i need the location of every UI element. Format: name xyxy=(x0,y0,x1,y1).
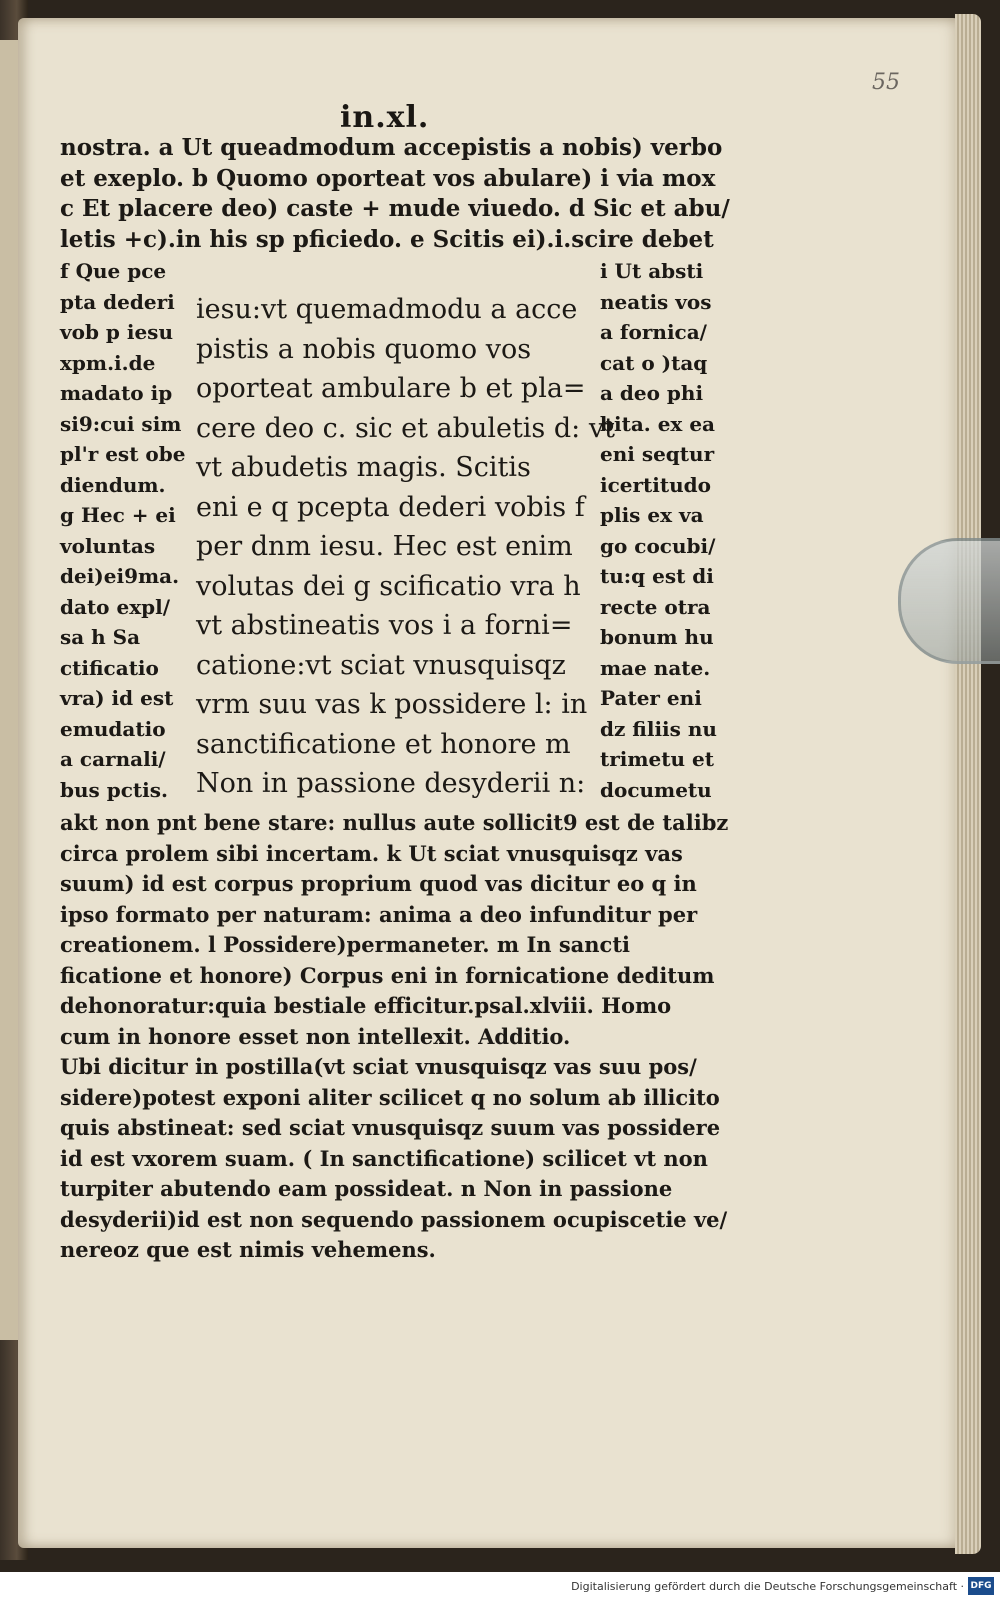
main-text-line: eni e q pcepta dederi vobis f xyxy=(196,491,585,523)
left-gloss-line: vob p iesu xyxy=(60,320,173,344)
right-gloss-line: a deo phi xyxy=(600,381,704,405)
left-gloss-line: voluntas xyxy=(60,533,156,558)
right-gloss-line: Pater eni xyxy=(600,686,702,710)
right-gloss-line: cat o )taq xyxy=(600,350,708,375)
main-text-line: volutas dei g scificatio vra h xyxy=(196,570,581,602)
left-gloss-line: f Que pce xyxy=(60,259,167,283)
right-gloss-line: plis ex va xyxy=(600,503,704,527)
digitization-footer xyxy=(0,1572,1000,1604)
footer-credit: Digitalisierung gefördert durch die Deutsche Forschungsgemeinschaft · xyxy=(571,1580,964,1593)
gloss-bottom-line: akt non pnt bene stare: nullus aute sollicit9 est de talibz xyxy=(60,810,729,835)
gloss-bottom-line: sidere)potest exponi aliter scilicet q no solum ab illicito xyxy=(60,1084,720,1110)
main-text-line: vt abstineatis vos i a forni= xyxy=(196,610,573,641)
main-text-block xyxy=(196,290,615,804)
gloss-top-line: c Et placere deo) caste + mude viuedo. d Sic et abu/ xyxy=(60,195,730,222)
gloss-bottom-line: Ubi dicitur in postilla(vt sciat vnusquisqz vas suu pos/ xyxy=(60,1054,697,1079)
right-gloss-line: neatis vos xyxy=(600,289,712,314)
right-gloss-line: go cocubi/ xyxy=(600,533,716,558)
right-gloss-line: bonum hu xyxy=(600,625,714,649)
left-gloss-line: pl'r est obe xyxy=(60,442,186,466)
main-text-line: per dnm iesu. Hec est enim xyxy=(196,531,573,562)
gloss-bottom-line: id est vxorem suam. ( In sanctificatione) scilicet vt non xyxy=(60,1145,708,1171)
gloss-bottom-line: suum) id est corpus proprium quod vas dicitur eo q in xyxy=(60,871,697,896)
right-gloss-line: bita. ex ea xyxy=(600,411,715,436)
gloss-top-block xyxy=(60,133,750,255)
left-gloss-line: xpm.i.de xyxy=(60,350,156,375)
right-gloss-line: recte otra xyxy=(600,594,711,619)
gloss-bottom-block xyxy=(60,808,750,1266)
left-gloss-line: bus pctis. xyxy=(60,777,168,802)
main-text-line: Non in passione desyderii n: xyxy=(196,768,586,799)
left-gloss-line: diendum. xyxy=(60,472,166,497)
right-gloss-line: documetu xyxy=(600,777,712,802)
left-gloss-line: madato ip xyxy=(60,381,173,405)
gloss-bottom-line: ipso formato per naturam: anima a deo infunditur per xyxy=(60,901,698,927)
main-text-line: vt abudetis magis. Scitis xyxy=(196,452,531,483)
right-gloss-line: icertitudo xyxy=(600,472,711,497)
gloss-bottom-line: cum in honore esset non intellexit. Additio. xyxy=(60,1023,571,1049)
gloss-bottom-line: desyderii)id est non sequendo passionem ocupiscetie ve/ xyxy=(60,1206,728,1232)
dfg-logo-icon: DFG xyxy=(968,1577,994,1595)
left-gloss-line: g Hec + ei xyxy=(60,503,176,527)
left-gloss-line: a carnali/ xyxy=(60,747,166,771)
right-gloss-line: eni seqtur xyxy=(600,442,715,466)
gloss-bottom-line: circa prolem sibi incertam. k Ut sciat vnusquisqz vas xyxy=(60,840,683,866)
main-text-line: iesu:vt quemadmodu a acce xyxy=(196,294,578,325)
main-text-line: vrm suu vas k possidere l: in xyxy=(196,689,588,720)
running-head: in.xl. xyxy=(340,100,430,135)
gloss-top-line: nostra. a Ut queadmodum accepistis a nobis) verbo xyxy=(60,134,723,161)
right-gloss-line: a fornica/ xyxy=(600,320,707,344)
folio-number: 55 xyxy=(872,70,900,95)
right-gloss-line: tu:q est di xyxy=(600,564,714,588)
gloss-bottom-line: turpiter abutendo eam possideat. n Non in passione xyxy=(60,1176,673,1201)
left-gloss-line: dato expl/ xyxy=(60,594,171,619)
main-text-line: sanctificatione et honore m xyxy=(196,728,571,760)
left-gloss-line: dei)ei9ma. xyxy=(60,564,180,588)
gloss-top-line: letis +c).in his sp pficiedo. e Scitis ei).i.scire debet xyxy=(60,225,714,253)
left-gloss-line: emudatio xyxy=(60,716,166,741)
gloss-top-line: et exeplo. b Quomo oporteat vos abulare) i via mox xyxy=(60,164,716,192)
gloss-bottom-line: ficatione et honore) Corpus eni in fornicatione deditum xyxy=(60,962,715,988)
right-gloss-line: i Ut absti xyxy=(600,259,704,283)
page-clip-icon xyxy=(898,538,1000,664)
page-stack-edge xyxy=(955,14,981,1554)
left-gloss-line: ctificatio xyxy=(60,655,159,680)
gloss-bottom-line: creationem. l Possidere)permaneter. m In sancti xyxy=(60,932,631,957)
gloss-bottom-line: quis abstineat: sed sciat vnusquisqz suum vas possidere xyxy=(60,1115,721,1140)
left-margin-gloss xyxy=(60,256,195,805)
right-gloss-line: dz filiis nu xyxy=(600,716,717,741)
main-text-line: catione:vt sciat vnusquisqz xyxy=(196,649,566,681)
right-margin-gloss xyxy=(600,256,740,805)
left-gloss-line: vra) id est xyxy=(60,686,174,710)
left-gloss-line: si9:cui sim xyxy=(60,411,182,436)
gloss-bottom-line: dehonoratur:quia bestiale efficitur.psal.xlviii. Homo xyxy=(60,993,672,1018)
main-text-line: cere deo c. sic et abuletis d: vt xyxy=(196,412,615,444)
right-gloss-line: trimetu et xyxy=(600,747,714,771)
gloss-bottom-line: nereoz que est nimis vehemens. xyxy=(60,1237,436,1262)
left-gloss-line: pta dederi xyxy=(60,289,175,314)
main-text-line: oporteat ambulare b et pla= xyxy=(196,373,586,404)
main-text-line: pistis a nobis quomo vos xyxy=(196,333,532,365)
right-gloss-line: mae nate. xyxy=(600,655,711,680)
left-gloss-line: sa h Sa xyxy=(60,625,141,649)
